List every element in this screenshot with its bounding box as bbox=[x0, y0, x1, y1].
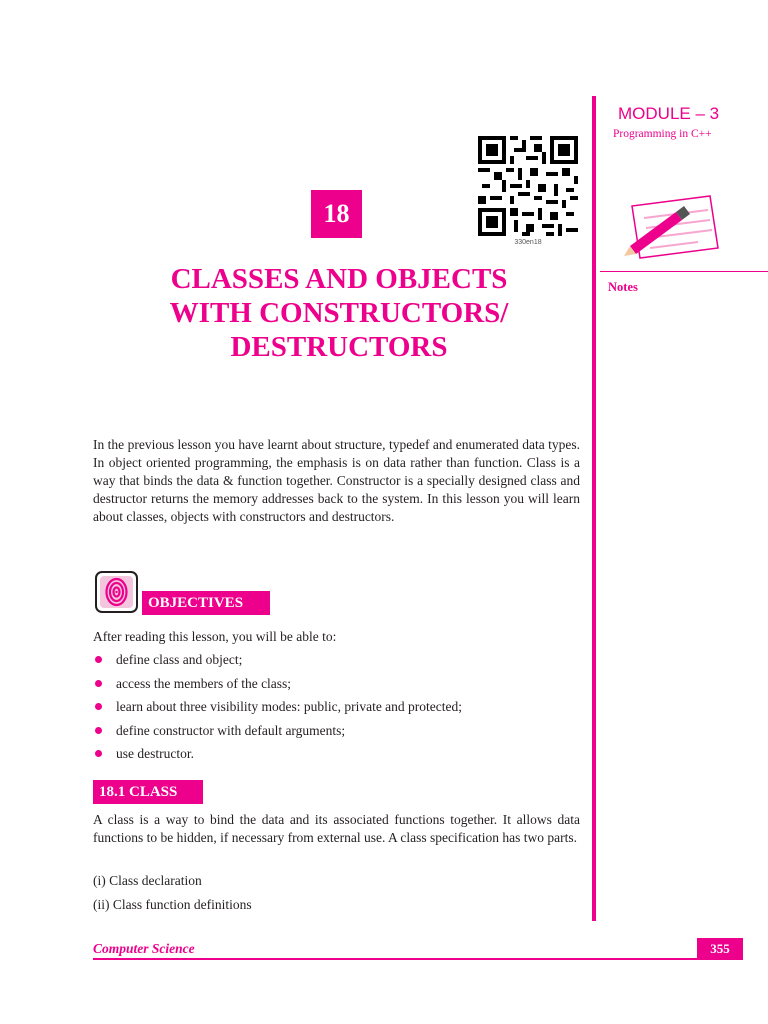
list-item bbox=[93, 675, 580, 699]
chapter-title bbox=[80, 262, 598, 364]
bullet-icon bbox=[95, 703, 102, 710]
target-icon bbox=[94, 570, 139, 614]
class-part-2: (ii) Class function definitions bbox=[93, 897, 252, 912]
bullet-icon bbox=[95, 680, 102, 687]
page-number: 355 bbox=[697, 938, 743, 960]
objective-text: access the members of the class; bbox=[116, 675, 292, 691]
notes-label: Notes bbox=[608, 280, 638, 294]
qr-code bbox=[478, 136, 578, 236]
list-item bbox=[93, 745, 580, 769]
intro-paragraph: In the previous lesson you have learnt about structure, typedef and enumerated data types. In object oriented programming, the emphasis is on data rather than function. Class is a way that binds the data & function together. Constructor is a specially designed class and destructor returns the memory addresses back to the system. In this lesson you will learn about classes, objects with constructors and destructors. bbox=[93, 437, 580, 524]
objective-text: define class and object; bbox=[116, 652, 243, 667]
objectives-lead: After reading this lesson, you will be able to: bbox=[93, 629, 337, 644]
objective-text: learn about three visibility modes: public, private and protected; bbox=[116, 699, 463, 714]
bullet-icon bbox=[95, 727, 102, 734]
qr-caption: 330en18 bbox=[514, 239, 542, 246]
list-item bbox=[93, 698, 580, 722]
objectives-heading: OBJECTIVES bbox=[142, 591, 270, 615]
class-paragraph: A class is a way to bind the data and its associated functions together. It allows data functions to be hidden, if necessary from external use. A class specification has two parts. bbox=[93, 812, 580, 845]
chapter-number: 18 bbox=[311, 190, 362, 238]
footer-rule bbox=[93, 958, 743, 960]
chapter-title-line: DESTRUCTORS bbox=[230, 331, 448, 363]
list-item bbox=[93, 722, 580, 746]
objective-text: define constructor with default arguments; bbox=[116, 722, 346, 738]
class-part-1: (i) Class declaration bbox=[93, 873, 202, 888]
list-item bbox=[93, 651, 580, 675]
section-heading: 18.1 CLASS bbox=[93, 780, 203, 804]
chapter-title-line: WITH CONSTRUCTORS/ bbox=[169, 297, 509, 329]
module-label: MODULE – 3 bbox=[618, 104, 720, 123]
objectives-list bbox=[93, 651, 580, 769]
notes-pencil-icon bbox=[618, 188, 724, 260]
notes-rule bbox=[600, 271, 768, 272]
objective-text: use destructor. bbox=[116, 746, 194, 761]
margin-rule bbox=[592, 96, 596, 921]
bullet-icon bbox=[95, 750, 102, 757]
subject-label: Programming in C++ bbox=[613, 128, 712, 140]
chapter-title-line: CLASSES AND OBJECTS bbox=[170, 263, 508, 295]
bullet-icon bbox=[95, 656, 102, 663]
footer-book-title: Computer Science bbox=[93, 941, 195, 956]
